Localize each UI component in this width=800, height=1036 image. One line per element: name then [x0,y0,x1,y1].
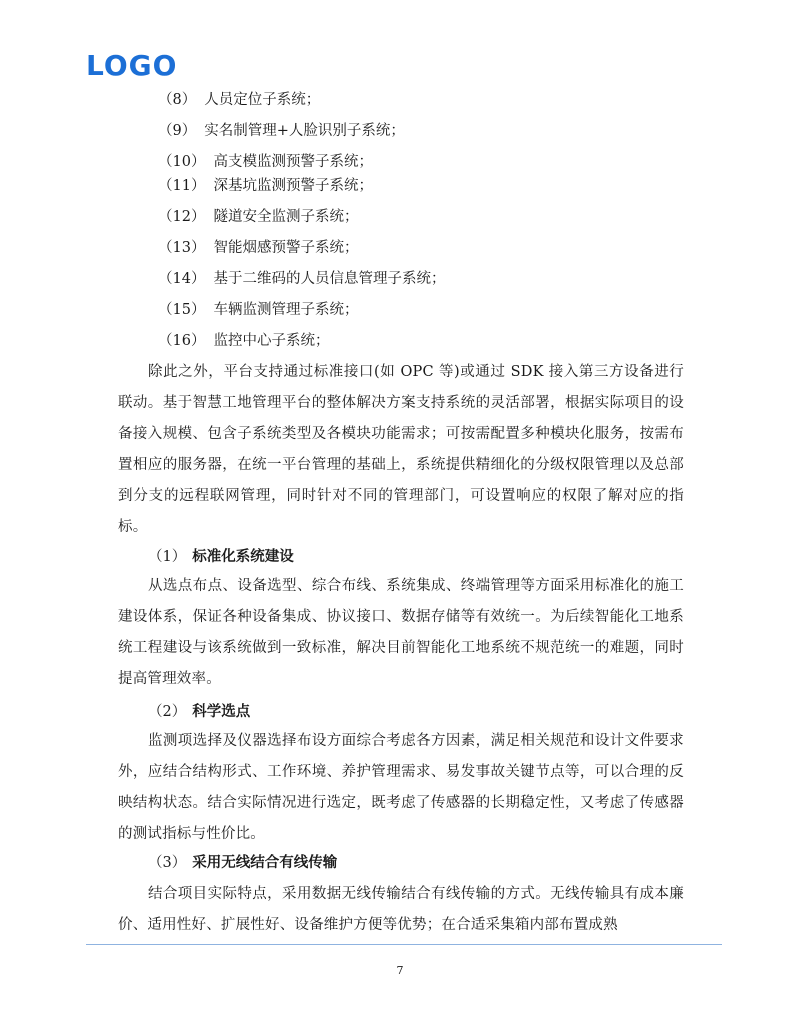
intro-paragraph: 除此之外，平台支持通过标准接口(如 OPC 等)或通过 SDK 接入第三方设备进行联动。基于智慧工地管理平台的整体解决方案支持系统的灵活部署，根据实际项目的设备接入规模、包含子系统类型及各模块功能需求；可按需配置多种模块化服务，按需布置相应的服务器，在统一平台管理的基础上，系统提供精细化的分级权限管理以及总部到分支的远程联网管理，同时针对不同的管理部门，可设置响应的权限了解对应的指标。 [118,364,684,535]
list-item [158,90,320,110]
list-item-number: （14） [158,271,206,287]
company-logo: LOGO [86,49,178,82]
list-item [158,300,358,320]
list-item-text: 车辆监测管理子系统； [213,302,359,318]
section-number: （3） [148,855,187,871]
list-item [158,121,405,141]
footer-divider [86,944,722,945]
list-item-text: 深基坑监测预警子系统； [213,178,373,194]
list-item [158,152,373,172]
list-item-number: （12） [158,209,206,225]
list-item [158,331,329,351]
section-body-site-selection: 监测项选择及仪器选择布设方面综合考虑各方因素，满足相关规范和设计文件要求外，应结合结构形式、工作环境、养护管理需求、易发事故关键节点等，可以合理的反映结构状态。结合实际情况进行选定，既考虑了传感器的长期稳定性，又考虑了传感器的测试指标与性价比。 [118,733,684,842]
section-number: （2） [148,704,187,720]
list-item-text: 基于二维码的人员信息管理子系统； [213,271,446,287]
section-heading-transmission [148,853,337,873]
list-item-text: 智能烟感预警子系统； [213,240,359,256]
section-body-standardization: 从选点布点、设备选型、综合布线、系统集成、终端管理等方面采用标准化的施工建设体系，保证各种设备集成、协议接口、数据存储等有效统一。为后续智能化工地系统工程建设与该系统做到一致标准，解决目前智能化工地系统不规范统一的难题，同时提高管理效率。 [118,578,684,687]
section-title: 标准化系统建设 [192,548,294,565]
list-item-number: （13） [158,240,206,256]
section-title: 采用无线结合有线传输 [192,854,338,871]
list-item-text: 人员定位子系统； [204,92,321,108]
page-number: 7 [396,964,404,977]
section-title: 科学选点 [192,703,251,720]
list-item [158,176,373,196]
list-item-number: （16） [158,333,206,349]
list-item-number: （9） [158,123,197,139]
list-item [158,207,358,227]
section-number: （1） [148,549,187,565]
list-item-text: 高支模监测预警子系统； [213,154,373,170]
list-item-text: 监控中心子系统； [213,333,330,349]
list-item [158,269,445,289]
section-heading-standardization [148,547,294,567]
list-item-text: 隧道安全监测子系统； [213,209,359,225]
section-heading-site-selection [148,702,250,722]
list-item [158,238,358,258]
list-item-number: （10） [158,154,206,170]
section-body-transmission: 结合项目实际特点，采用数据无线传输结合有线传输的方式。无线传输具有成本廉价、适用性好、扩展性好、设备维护方便等优势；在合适采集箱内部布置成熟 [118,886,684,933]
list-item-text: 实名制管理+人脸识别子系统； [204,123,405,139]
list-item-number: （15） [158,302,206,318]
list-item-number: （11） [158,178,206,194]
list-item-number: （8） [158,92,197,108]
